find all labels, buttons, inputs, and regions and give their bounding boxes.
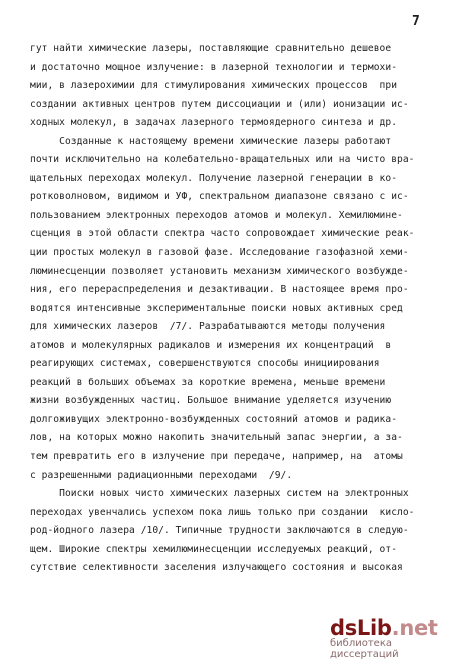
text-line: реагирующих системах, совершенствуются способы инициирования [30, 358, 380, 370]
text-line: ции простых молекул в газовой фазе. Исследование газофазной хеми- [30, 247, 409, 259]
page-number: 7 [412, 14, 420, 29]
paragraph-start-line: Поиски новых чисто химических лазерных систем на электронных [30, 488, 409, 500]
text-line: почти исключительно на колебательно-вращательных или на чисто вра- [30, 154, 415, 166]
text-line: люминесценции позволяет установить механизм химического возбужде- [30, 265, 409, 277]
text-line: переходах увенчались успехом пока лишь только при создании кисло- [30, 506, 415, 518]
text-line: для химических лазеров /7/. Разрабатываются методы получения [30, 321, 386, 333]
text-line: ния, его перераспределения и дезактивации. В настоящее время про- [30, 284, 409, 296]
body-text [30, 40, 428, 578]
text-line: мии, в лазерохимии для стимулирования химических процессов при [30, 80, 398, 92]
text-line: лов, на которых можно накопить значительный запас энергии, а за- [30, 432, 403, 444]
text-line: водятся интенсивные экспериментальные поиски новых активных сред [30, 302, 403, 314]
paragraph-start-line: Созданные к настоящему времени химические лазеры работают [30, 135, 392, 147]
text-line: атомов и молекулярных радикалов и измерения их концентраций в [30, 339, 392, 351]
dslib-logo [330, 616, 450, 640]
text-line: щательных переходах молекул. Получение лазерной генерации в ко- [30, 172, 398, 184]
dslib-watermark [330, 616, 450, 660]
text-line: тем превратить его в излучение при передаче, например, на атомы [30, 451, 403, 463]
text-line: сценция в этой области спектра часто сопровождает химические реак- [30, 228, 415, 240]
text-line: долгоживущих электронно-возбужденных состояний атомов и радика- [30, 413, 398, 425]
text-line: ротковолновом, видимом и УФ, спектральном диапазоне связано с ис- [30, 191, 409, 203]
logo-suffix-text: .net [391, 616, 438, 640]
text-line: пользованием электронных переходов атомов и молекул. Хемилюмине- [30, 209, 403, 221]
text-line: род-йодного лазера /10/. Типичные трудности заключаются в следую- [30, 525, 409, 537]
logo-main-text: dsLib [330, 616, 392, 640]
text-line: щем. Широкие спектры хемилюминесценции исследуемых реакций, от- [30, 543, 398, 555]
text-line: реакций в больших объемах за короткие времена, меньше времени [30, 376, 386, 388]
text-line: жизни возбужденных частиц. Большое внимание уделяется изучению [30, 395, 392, 407]
text-line: гут найти химические лазеры, поставляющие сравнительно дешевое [30, 43, 392, 54]
watermark-tagline: библиотека диссертаций [330, 638, 399, 660]
text-line: ходных молекул, в задачах лазерного термоядерного синтеза и др. [30, 117, 398, 129]
text-line: создании активных центров путем диссоциации и (или) ионизации ис- [30, 98, 409, 110]
text-line: и достаточно мощное излучение: в лазерной технологии и термохи- [30, 61, 398, 73]
text-line: сутствие селективности заселения излучающего состояния и высокая [30, 562, 403, 574]
text-line: с разрешенными радиационными переходами /9/. [30, 469, 293, 481]
